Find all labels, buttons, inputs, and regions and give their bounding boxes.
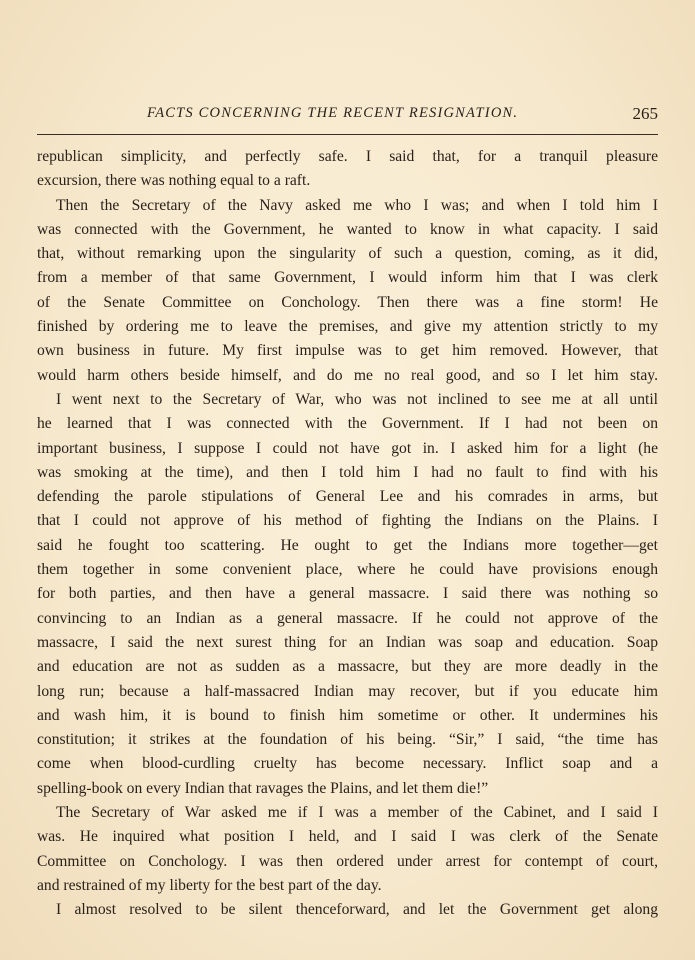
text-line: spelling-book on every Indian that ravages the Plains, and let them die!” xyxy=(37,779,489,797)
text-line: important business, I suppose I could not have got in. I asked him for a light (he xyxy=(37,439,658,457)
text-line: Committee on Conchology. I was then ordered under arrest for contempt of court, xyxy=(37,852,658,870)
text-line: of the Senate Committee on Conchology. Then there was a fine storm! He xyxy=(37,293,658,311)
text-line: from a member of that same Government, I would inform him that I was clerk xyxy=(37,269,658,287)
text-line: excursion, there was nothing equal to a raft. xyxy=(37,172,311,190)
text-line: massacre, I said the next surest thing for an Indian was soap and education. Soap xyxy=(37,633,658,651)
text-line: come when blood-curdling cruelty has become necessary. Inflict soap and a xyxy=(37,755,658,773)
page-number: 265 xyxy=(632,104,658,123)
text-line: that, without remarking upon the singularity of such a question, coming, as it did, xyxy=(37,245,658,263)
text-line: them together in some convenient place, where he could have provisions enough xyxy=(37,561,658,579)
text-line: republican simplicity, and perfectly safe. I said that, for a tranquil pleasure xyxy=(37,148,658,165)
text-line: Then the Secretary of the Navy asked me who I was; and when I told him I xyxy=(56,196,658,214)
text-line: I almost resolved to be silent thenceforward, and let the Government get along xyxy=(56,901,658,919)
text-line: he learned that I was connected with the Government. If I had not been on xyxy=(37,415,658,433)
header-rule xyxy=(37,134,658,135)
text-line: own business in future. My first impulse was to get him removed. However, that xyxy=(37,342,658,360)
text-line: defending the parole stipulations of General Lee and his comrades in arms, but xyxy=(37,488,658,506)
running-head xyxy=(37,100,658,130)
text-line: and wash him, it is bound to finish him sometime or other. It undermines his xyxy=(37,706,658,724)
book-page xyxy=(37,100,658,923)
text-line: and education are not as sudden as a massacre, but they are more deadly in the xyxy=(37,658,658,676)
text-line: was connected with the Government, he wanted to know in what capacity. I said xyxy=(37,220,658,238)
text-line: convincing to an Indian as a general massacre. If he could not approve of the xyxy=(37,609,658,627)
text-line: said he fought too scattering. He ought to get the Indians more together—get xyxy=(37,536,658,554)
text-line: and restrained of my liberty for the best part of the day. xyxy=(37,876,382,894)
text-line: was. He inquired what position I held, and I said I was clerk of the Senate xyxy=(37,828,658,846)
text-line: was smoking at the time), and then I told him I had no fault to find with his xyxy=(37,463,658,481)
running-title: FACTS CONCERNING THE RECENT RESIGNATION. xyxy=(147,105,519,121)
body-text xyxy=(37,145,658,923)
text-line: The Secretary of War asked me if I was a member of the Cabinet, and I said I xyxy=(56,804,658,822)
text-line: finished by ordering me to leave the premises, and give my attention strictly to my xyxy=(37,318,658,336)
text-line: long run; because a half-massacred Indian may recover, but if you educate him xyxy=(37,682,658,700)
text-line: would harm others beside himself, and do me no real good, and so I let him stay. xyxy=(37,366,658,384)
text-line: constitution; it strikes at the foundation of his being. “Sir,” I said, “the time has xyxy=(37,731,658,749)
text-line: I went next to the Secretary of War, who was not inclined to see me at all until xyxy=(56,390,658,408)
text-line: for both parties, and then have a general massacre. I said there was nothing so xyxy=(37,585,658,603)
text-line: that I could not approve of his method of fighting the Indians on the Plains. I xyxy=(37,512,658,530)
